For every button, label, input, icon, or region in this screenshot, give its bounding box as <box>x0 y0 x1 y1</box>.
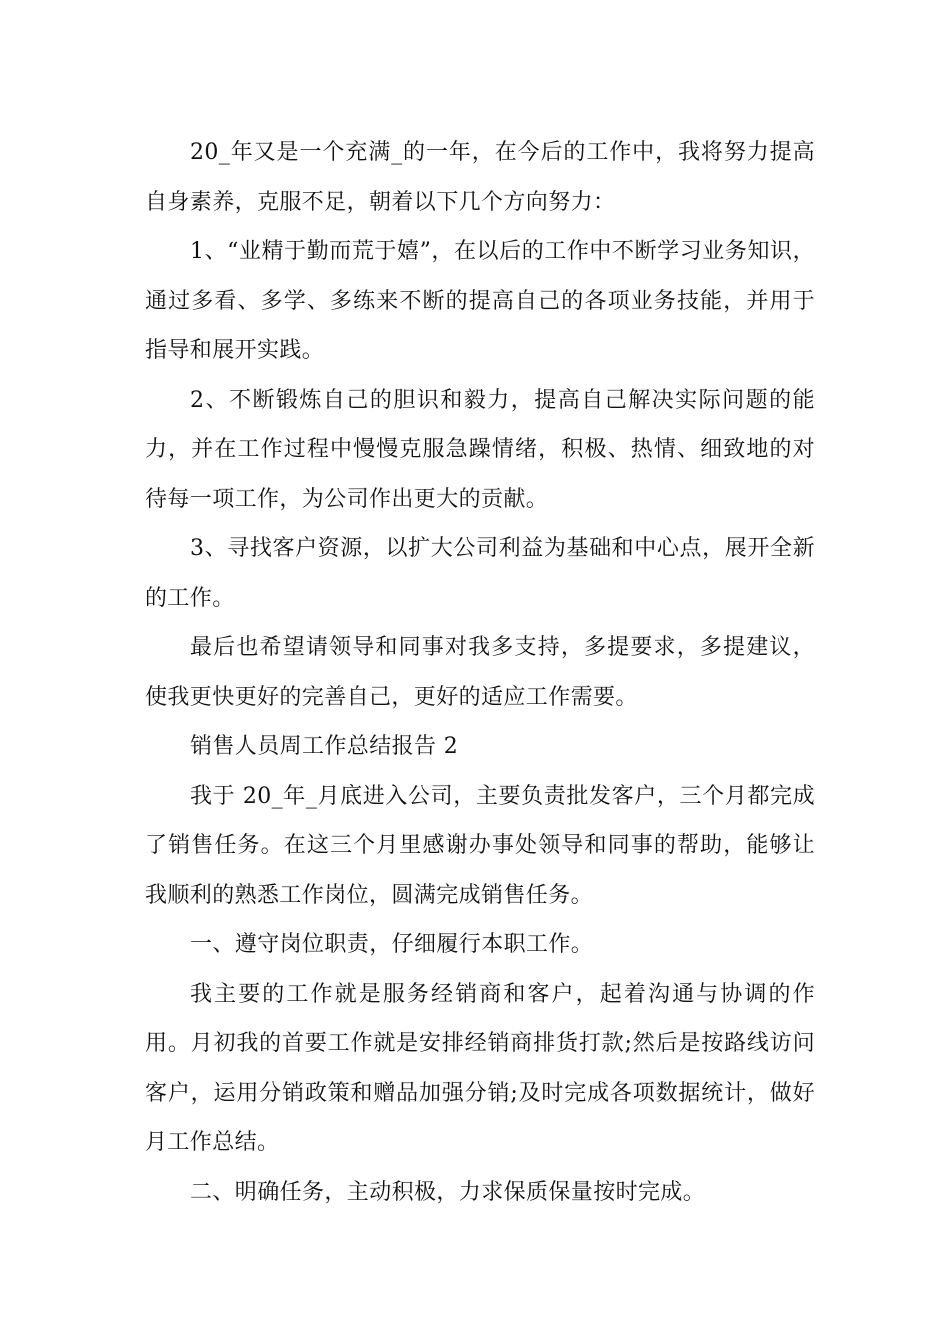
paragraph-point-3: 3、寻找客户资源，以扩大公司利益为基础和中心点，展开全新的工作。 <box>145 536 815 611</box>
paragraph-point-1: 1、“业精于勤而荒于嬉”，在以后的工作中不断学习业务知识，通过多看、多学、多练来不断的提高自己的各项业务技能，并用于指导和展开实践。 <box>145 239 815 363</box>
document-body <box>145 128 815 1217</box>
paragraph-intro: 20_年又是一个充满_的一年，在今后的工作中，我将努力提高自身素养，克服不足，朝着以下几个方向努力： <box>145 140 815 215</box>
paragraph-closing: 最后也希望请领导和同事对我多支持，多提要求，多提建议，使我更快更好的完善自己，更好的适应工作需要。 <box>145 635 815 710</box>
paragraph-duty-detail: 我主要的工作就是服务经销商和客户，起着沟通与协调的作用。月初我的首要工作就是安排经销商排货打款;然后是按路线访问客户，运用分销政策和赠品加强分销;及时完成各项数据统计，做好月工作总结。 <box>145 981 815 1155</box>
paragraph-point-2: 2、不断锻炼自己的胆识和毅力，提高自己解决实际问题的能力，并在工作过程中慢慢克服急躁情绪，积极、热情、细致地的对待每一项工作，为公司作出更大的贡献。 <box>145 387 815 512</box>
subheading-duty: 一、遵守岗位职责，仔细履行本职工作。 <box>190 932 594 957</box>
subheading-tasks: 二、明确任务，主动积极，力求保质保量按时完成。 <box>190 1179 706 1205</box>
paragraph-report-intro: 我于 20_年_月底进入公司，主要负责批发客户，三个月都完成了销售任务。在这三个月里感谢办事处领导和同事的帮助，能够让我顺利的熟悉工作岗位，圆满完成销售任务。 <box>145 783 815 908</box>
section-heading: 销售人员周工作总结报告 2 <box>190 734 459 759</box>
